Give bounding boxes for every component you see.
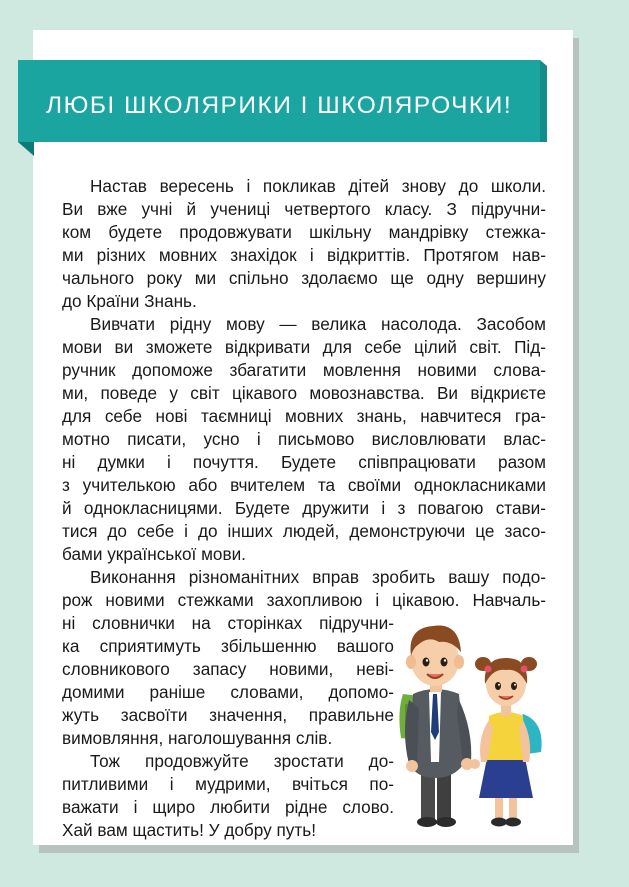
text-line: для себе нові таємниці мовних знань, навчитеся гра- [62, 406, 546, 426]
text-line: домими раніше словами, допомо- [62, 682, 394, 702]
text-line: Настав вересень і покликав дітей знову до школи. [90, 176, 546, 196]
text-line: Хай вам щастить! У добру путь! [62, 820, 316, 840]
text-line: з учителькою або вчителем та своїми однокласниками [62, 475, 546, 495]
text-line: чального року ми спільно здолаємо ще одну вершину [62, 268, 546, 288]
text-line: ні думки і почуття. Будете співпрацювати разом [62, 452, 546, 472]
banner-fold [18, 142, 34, 156]
text-line: мотно писати, усно і письмово висловлювати влас- [62, 429, 546, 449]
text-line: ми, поведе у світ цікавого мовознавства. Ви відкриєте [62, 383, 546, 403]
text-line: ком будете продовжувати шкільну мандрівку стежка- [62, 222, 546, 242]
text-line: словникового запасу новими, неві- [62, 659, 394, 679]
girl-figure [475, 657, 542, 827]
text-line: й однокласницями. Будете дружити і з повагою стави- [62, 498, 546, 518]
text-line: рож новими стежками захопливою і цікавою. Навчаль- [62, 590, 546, 610]
text-line: ручник допоможе збагатити мовлення новими слова- [62, 360, 546, 380]
text-line: ні словнички на сторінках підручни- [62, 613, 394, 633]
text-line: ми різних мовних знахідок і відкриттів. Протягом нав- [62, 245, 546, 265]
holding-hands [470, 759, 480, 769]
text-line: Виконання різноманітних вправ зробить вашу подо- [90, 567, 546, 587]
boy-figure [399, 626, 473, 827]
text-line: вимовляння, наголошування слів. [62, 728, 333, 748]
text-line: Тож продовжуйте зростати до- [90, 751, 394, 771]
text-line: питливими і мудрими, вчіться по- [62, 774, 394, 794]
text-line: бами української мови. [62, 544, 246, 564]
text-line: ка сприятимуть збільшенню вашого [62, 636, 394, 656]
text-line: до Країни Знань. [62, 291, 197, 311]
children-illustration [395, 612, 550, 832]
text-line: важати і щиро любити рідне слово. [62, 797, 394, 817]
text-line: Вивчати рідну мову — велика насолода. Засобом [90, 314, 546, 334]
page-title: ЛЮБІ ШКОЛЯРИКИ І ШКОЛЯРОЧКИ! [46, 92, 513, 119]
text-line: Ви вже учні й учениці четвертого класу. З підручни- [62, 199, 546, 219]
text-line: тися до себе і до інших людей, демонструючи це засо- [62, 521, 546, 541]
text-line: мови ви зможете відкривати для себе цілий світ. Під- [62, 337, 546, 357]
text-line: жуть засвоїти значення, правильне [62, 705, 394, 725]
